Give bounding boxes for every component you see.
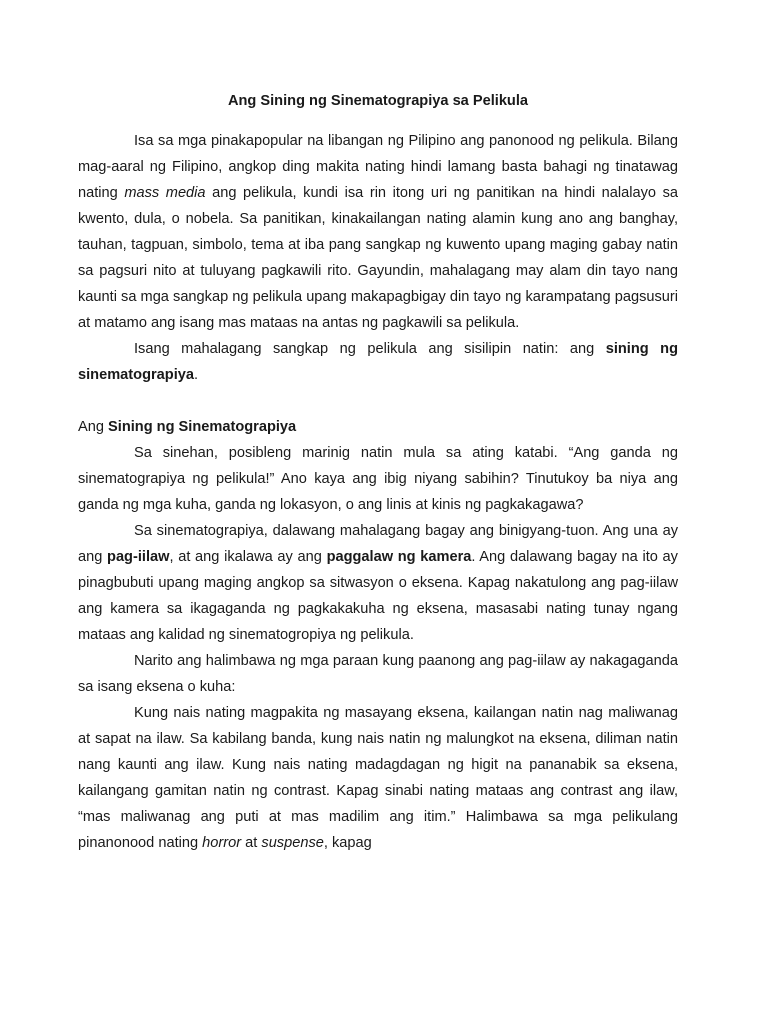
bold-term-paggalaw-ng-kamera: paggalaw ng kamera [326,549,472,565]
paragraph-text: . Ang dalawang bagay na ito ay pinagbubuti upang maging angkop sa sitwasyon o eksena. Kapag nakatulong ang pag-iilaw ang kamera sa ikagaganda ng pagkakakuha ng eksena, masasabi nating tunay ngang mataas ang kalidad ng sinematogropiya ng pelikula. [78,549,678,643]
paragraph-text: ang pelikula, kundi isa rin itong uri ng panitikan na hindi nalalayo sa kwento, dula, o nobela. Sa panitikan, kinakailangan nating alamin kung ano ang banghay, tauhan, tagpuan, simbolo, tema at iba pang sangkap ng kuwento upang maging gabay natin sa pagsuri nito at tuluyang pagkawili rito. Gayundin, mahalagang may alam din tayo nang kaunti sa mga sangkap ng pelikula upang makapagbigay din tayo ng karampatang pagsusuri at matamo ang isang mas mataas na antas ng pagkawili sa pelikula. [78,185,678,331]
document-title: Ang Sining ng Sinematograpiya sa Pelikula [227,93,529,109]
paragraph-lighting [78,700,678,856]
section-heading [78,414,678,440]
paragraph-text: Isa sa mga pinakapopular na libangan ng Pilipino ang panonood ng pelikula. Bilang mag-aaral ng Filipino, angkop ding makita nating hindi lamang basta bahagi ng tinatawag nating [78,133,678,201]
bold-term-pag-iilaw: pag-iilaw [107,549,170,565]
paragraph-cinema: Sa sinehan, posibleng marinig natin mula sa ating katabi. “Ang ganda ng sinematograpiya ng pelikula!” Ano kaya ang ibig niyang sabihin? Tinutukoy ba niya ang ganda ng mga kuha, ganda ng lokasyon, o ang linis at kinis ng pagkakagawa? [78,445,678,513]
paragraph-text: . [193,367,199,383]
paragraph-text: , kapag [323,835,372,851]
paragraph-text: Kung nais nating magpakita ng masayang eksena, kailangan natin nag maliwanag at sapat na ilaw. Sa kabilang banda, kung nais natin ng malungkot na eksena, diliman natin nang kaunti ang ilaw. Kung nais nating madagdagan ng higit na pananabik sa eksena, kailangang gamitan natin ng contrast. Kapag sinabi nating mataas ang contrast ang ilaw, “mas maliwanag ang puti at mas madilim ang itim.” Halimbawa sa mga pelikulang pinanonood nating [78,705,678,851]
bold-term-sining-ng-sinematograpiya: sining ng sinematograpiya [78,341,678,383]
section-heading-bold: Sining ng Sinematograpiya [108,419,297,435]
section-heading-prefix: Ang [78,419,109,435]
paragraph-text: Sa sinematograpiya, dalawang mahalagang bagay ang binigyang-tuon. Ang una ay ang [78,523,678,565]
paragraph-intro [78,128,678,336]
paragraph-focus [78,336,678,388]
italic-term-mass-media: mass media [124,185,206,201]
paragraph-two-elements [78,518,678,648]
italic-term-horror: horror [202,835,242,851]
paragraph-text: , at ang ikalawa ay ang [169,549,327,565]
italic-term-suspense: suspense [261,835,324,851]
paragraph-text: at [241,835,262,851]
paragraph-examples-intro: Narito ang halimbawa ng mga paraan kung paanong ang pag-iilaw ay nakagaganda sa isang eksena o kuha: [78,653,678,695]
paragraph-text: Isang mahalagang sangkap ng pelikula ang sisilipin natin: ang [134,341,606,357]
